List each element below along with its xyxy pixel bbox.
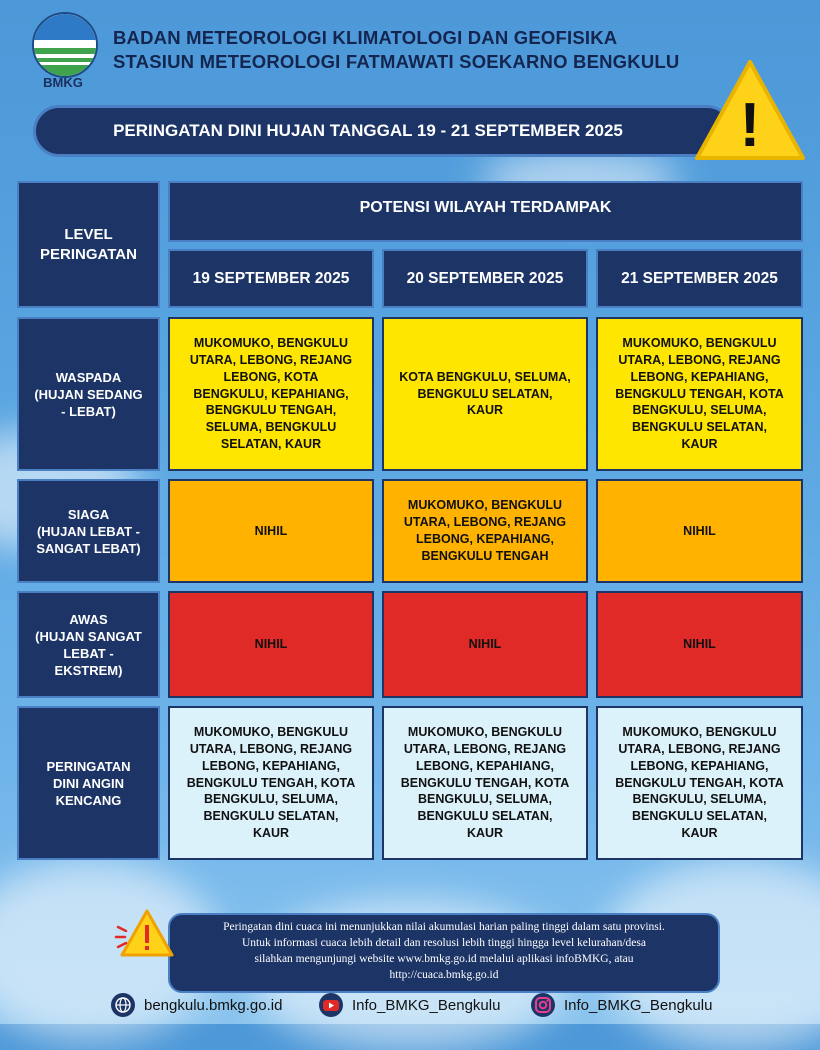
- banner-title: PERINGATAN DINI HUJAN TANGGAL 19 - 21 SEPTEMBER 2025: [113, 121, 623, 140]
- warning-small-icon: [114, 905, 176, 961]
- area-cell: MUKOMUKO, BENGKULU UTARA, LEBONG, REJANG LEBONG, KOTA BENGKULU, KEPAHIANG, BENGKULU TENGAH, SELUMA, BENGKULU SELATAN, KAUR: [168, 317, 374, 471]
- level-header: LEVEL PERINGATAN: [17, 181, 160, 308]
- area-header: POTENSI WILAYAH TERDAMPAK: [168, 181, 803, 242]
- disclaimer-note: Peringatan dini cuaca ini menunjukkan nilai akumulasi harian paling tinggi dalam satu provinsi. Untuk informasi cuaca lebih detail dan resolusi lebih tinggi hingga level kelurahan/desa silahkan mengunjungi website www.bmkg.go.id melalui aplikasi infoBMKG, atau http://cuaca.bmkg.go.id: [168, 913, 720, 993]
- warning-banner: [33, 105, 733, 157]
- agency-title: BADAN METEOROLOGI KLIMATOLOGI DAN GEOFISIKA: [113, 27, 618, 48]
- area-cell: NIHIL: [168, 479, 374, 583]
- area-cell: MUKOMUKO, BENGKULU UTARA, LEBONG, REJANG LEBONG, KEPAHIANG, BENGKULU TENGAH, KOTA BENGKULU, SELUMA, BENGKULU SELATAN, KAUR: [168, 706, 374, 860]
- bmkg-logo: [30, 12, 100, 92]
- website-link[interactable]: [110, 991, 282, 1019]
- youtube-text: Info_BMKG_Bengkulu: [352, 996, 501, 1014]
- youtube-link[interactable]: [318, 991, 500, 1019]
- area-cell: NIHIL: [596, 479, 803, 583]
- date-header: 21 SEPTEMBER 2025: [596, 249, 803, 308]
- instagram-link[interactable]: [530, 991, 712, 1019]
- youtube-icon: [318, 992, 344, 1018]
- date-header: 19 SEPTEMBER 2025: [168, 249, 374, 308]
- level-angin-kencang: PERINGATAN DINI ANGIN KENCANG: [17, 706, 160, 860]
- area-cell: NIHIL: [168, 591, 374, 698]
- area-cell: MUKOMUKO, BENGKULU UTARA, LEBONG, REJANG LEBONG, KEPAHIANG, BENGKULU TENGAH, KOTA BENGKULU, SELUMA, BENGKULU SELATAN, KAUR: [596, 706, 803, 860]
- instagram-icon: [530, 992, 556, 1018]
- station-title: STASIUN METEOROLOGI FATMAWATI SOEKARNO BENGKULU: [113, 51, 680, 72]
- date-header: 20 SEPTEMBER 2025: [382, 249, 588, 308]
- level-waspada: WASPADA (HUJAN SEDANG - LEBAT): [17, 317, 160, 471]
- area-cell: NIHIL: [596, 591, 803, 698]
- area-cell: MUKOMUKO, BENGKULU UTARA, LEBONG, REJANG LEBONG, KEPAHIANG, BENGKULU TENGAH: [382, 479, 588, 583]
- warning-glyph: !: [739, 91, 761, 160]
- area-cell: MUKOMUKO, BENGKULU UTARA, LEBONG, REJANG LEBONG, KEPAHIANG, BENGKULU TENGAH, KOTA BENGKULU, SELUMA, BENGKULU SELATAN, KAUR: [596, 317, 803, 471]
- globe-icon: [110, 992, 136, 1018]
- level-siaga: SIAGA (HUJAN LEBAT - SANGAT LEBAT): [17, 479, 160, 583]
- warning-triangle-icon: [693, 56, 808, 166]
- website-text: bengkulu.bmkg.go.id: [144, 996, 283, 1014]
- area-cell: NIHIL: [382, 591, 588, 698]
- instagram-text: Info_BMKG_Bengkulu: [564, 996, 713, 1014]
- level-awas: AWAS (HUJAN SANGAT LEBAT - EKSTREM): [17, 591, 160, 698]
- logo-text: BMKG: [43, 75, 83, 90]
- area-cell: MUKOMUKO, BENGKULU UTARA, LEBONG, REJANG LEBONG, KEPAHIANG, BENGKULU TENGAH, KOTA BENGKULU, SELUMA, BENGKULU SELATAN, KAUR: [382, 706, 588, 860]
- area-cell: KOTA BENGKULU, SELUMA, BENGKULU SELATAN, KAUR: [382, 317, 588, 471]
